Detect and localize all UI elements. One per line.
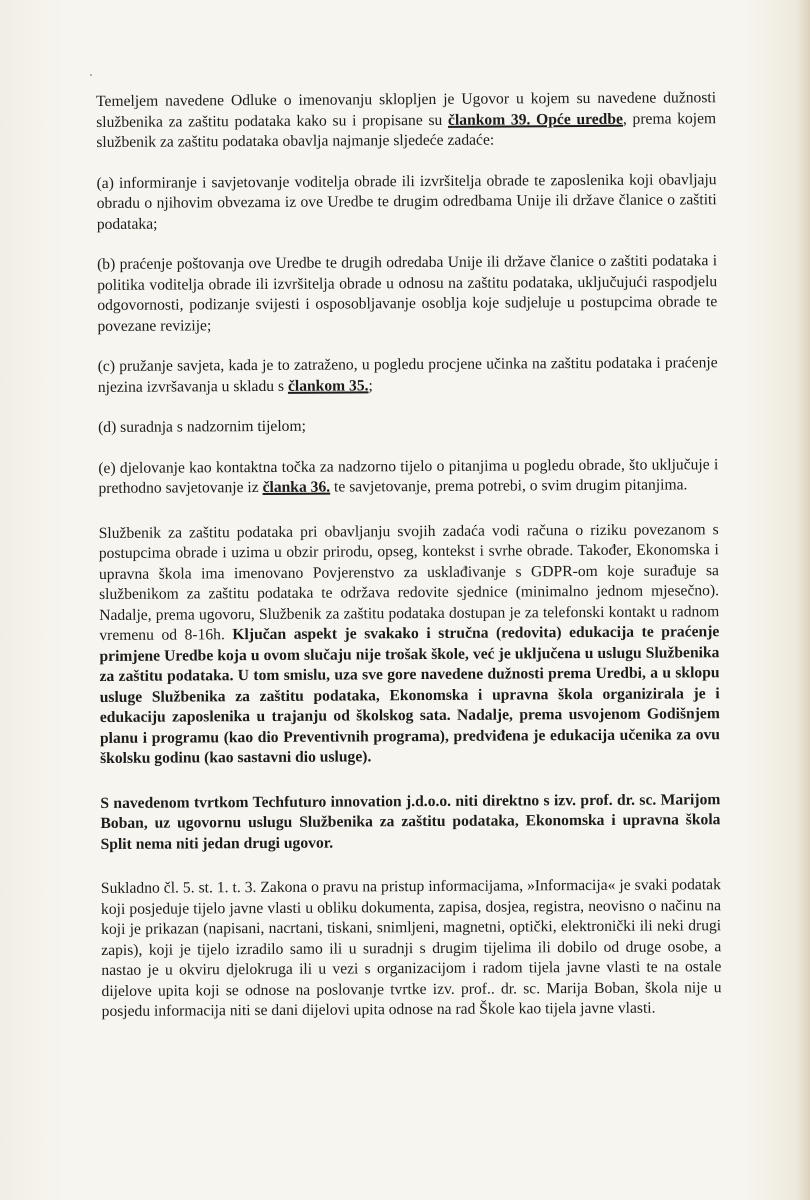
item-c: [98, 353, 718, 398]
item-c-end: ;: [368, 376, 373, 394]
contract-paragraph: S navedenom tvrtkom Techfuturo innovation j.d.o.o. niti direktno s izv. prof. dr. sc. Marijom Boban, uz ugovornu uslugu Službenika za zaštitu podataka, Ekonomska i upravna škola Split nema niti jedan drugi ugovor.: [100, 790, 721, 853]
item-b: (b) praćenje poštovanja ove Uredbe te drugih odredaba Unije ili države članice o zaštiti podataka i politika voditelja obrade ili izvršitelja obrade u odnosu na zaštitu podataka, uključujući raspodjelu odgovornosti, podizanje svijesti i osposobljavanje osoblja koje sudjeluje u postupcima obrade te povezane revizije;: [97, 252, 718, 335]
page-edge-shadow: [796, 0, 810, 1200]
intro-text-end: , prema kojem službenik za zaštitu podataka obavlja najmanje sljedeće zadaće:: [96, 109, 717, 151]
item-e: [98, 455, 718, 500]
article-35-link[interactable]: člankom 35.: [287, 376, 369, 395]
intro-text: Temeljem navedene Odluke o imenovanju sklopljen je Ugovor u kojem su navedene dužnosti službenika za zaštitu podataka kako su i propisane su: [96, 89, 717, 131]
item-e-end: te savjetovanje, prema potrebi, o svim drugim pitanjima.: [330, 476, 688, 496]
paper-speck: [90, 74, 92, 76]
dpo-paragraph-text: Službenik za zaštitu podataka pri obavljanju svojih zadaća vodi računa o riziku povezanom s postupcima obrade i uzima u obzir prirodu, opseg, kontekst i svrhe obrade. Također, Ekonomska i upravna škola ima imenovano Povjerenstvo za usklađivanje s GDPR-om koje surađuje sa službenikom za zaštitu podataka te održava redovite sjednice (minimalno jednom mjesečno). Nadalje, prema ugovoru, Službenik za zaštitu podataka dostupan je za telefonski kontakt u radnom vremenu od 8-16h.: [98, 520, 720, 644]
document-body: [96, 88, 722, 1042]
law-paragraph: Sukladno čl. 5. st. 1. t. 3. Zakona o pravu na pristup informacijama, »Informacija« je svaki podatak koji posjeduje tijelo javne vlasti u obliku dokumenta, zapisa, dosjea, registra, neovisno o načinu na koji je prikazan (napisani, nacrtani, tiskani, snimljeni, magnetni, optički, elektronički ili neki drugi zapis), koji je tijelo izradilo samo ili u suradnji s drugim tijelima ili dobilo od druge osobe, a nastao je u okviru djelokruga ili u vezi s organizacijom i radom tijela javne vlasti te na ostale dijelove upita koji se odnose na poslovanje tvrtke izv. prof.. dr. sc. Marija Boban, škola nije u posjedu informacija niti se dani dijelovi upita odnose na rad Škole kao tijela javne vlasti.: [100, 876, 722, 1020]
dpo-paragraph: [99, 520, 720, 770]
item-a: (a) informiranje i savjetovanje voditelja obrade ili izvršitelja obrade te zaposlenika koji obavljaju obradu o njihovim obvezama iz ove Uredbe te drugim odredbama Unije ili države članice o zaštiti podataka;: [96, 170, 717, 233]
article-39-link[interactable]: člankom 39. Opće uredbe: [447, 110, 623, 129]
item-e-text: (e) djelovanje kao kontaktna točka za nadzorno tijelo o pitanjima u pogledu obrade, što uključuje i prethodno savjetovanje iz: [98, 455, 719, 497]
item-d: (d) suradnja s nadzornim tijelom;: [97, 417, 306, 436]
dpo-paragraph-bold: Ključan aspekt je svakako i stručna (redovita) edukacija te praćenje primjene Uredbe koja u ovom slučaju nije trošak škole, već je uključena u uslugu Službenika za zaštitu podataka. U tom smislu, uza sve gore navedene dužnosti prema Uredbi, a u sklopu usluge Službenika za zaštitu podataka, Ekonomska i upravna škola organizirala je i edukaciju zaposlenika u trajanju od školskog sata. Nadalje, prema usvojenom Godišnjem planu i programu (kao dio Preventivnih programa), predviđena je edukacija učenika za ovu školsku godinu (kao sastavni dio usluge).: [99, 623, 720, 767]
item-c-text: (c) pružanje savjeta, kada je to zatraženo, u pogledu procjene učinka na zaštitu podataka i praćenje njezina izvršavanja u skladu s: [97, 354, 718, 396]
article-36-link[interactable]: članka 36.: [262, 478, 331, 496]
intro-paragraph: [96, 88, 716, 153]
